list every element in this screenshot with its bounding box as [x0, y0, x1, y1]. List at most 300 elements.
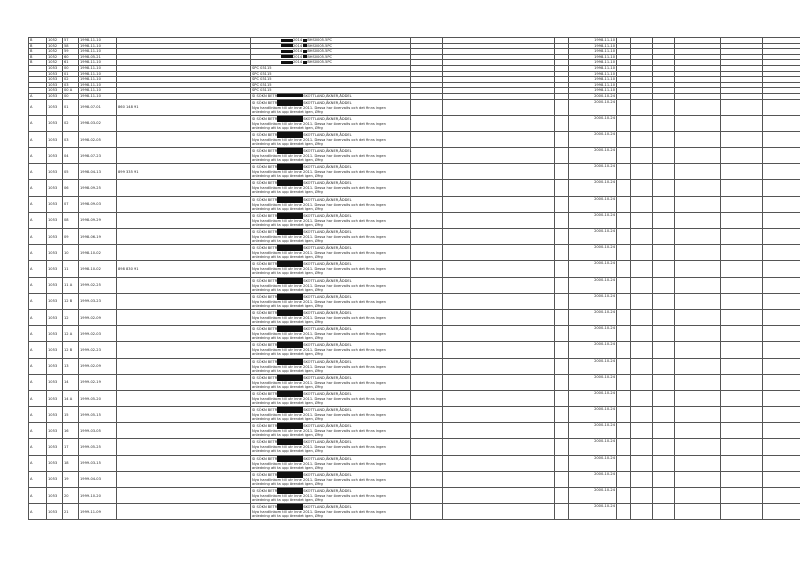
cell-empty [763, 293, 800, 309]
cell-empty [763, 471, 800, 487]
date-value: 1998-11-10 [80, 65, 101, 70]
cell-number [63, 196, 79, 212]
cell-type [29, 196, 47, 212]
cell-empty [411, 439, 443, 455]
series-value: 1053 [48, 477, 58, 482]
cell-empty [443, 99, 555, 115]
number-value: 14 A [64, 396, 73, 401]
number-value: 03 [64, 137, 69, 142]
cell-empty [631, 407, 653, 423]
cell-empty [675, 407, 721, 423]
cell-description [251, 99, 411, 115]
type-value: A [30, 428, 33, 433]
cell-ref [117, 488, 251, 504]
cell-date [79, 229, 117, 245]
number-value: 02 [64, 121, 69, 126]
redaction-bar [277, 472, 303, 478]
cell-empty [617, 277, 631, 293]
desc-prefix: SI SÖKN BETR [252, 391, 278, 396]
cell-ref [117, 471, 251, 487]
cell-description [251, 115, 411, 131]
desc-line-2: Nya handlinkom till utr inne 2011. Dessa har övervaits och det finns ingen [252, 137, 386, 142]
date-value: 1999-03-05 [80, 428, 101, 433]
desc-line-3: anledning att ta upp ärendet igen, Øfrg [252, 498, 323, 503]
table-body [29, 38, 800, 520]
cell-empty [631, 471, 653, 487]
cell-number [63, 407, 79, 423]
date-value: 1999-03-15 [80, 461, 101, 466]
cell-date [79, 261, 117, 277]
decision-date-value: 2000-10-24 [594, 455, 615, 460]
decision-date-value: 1998-11-10 [594, 43, 615, 48]
number-value: 12 B [64, 347, 73, 352]
cell-ref [117, 504, 251, 520]
number-value: 12 [64, 315, 69, 320]
number-value: 12 B [64, 299, 73, 304]
code-value: SPC 03115 [252, 65, 272, 70]
cell-empty [617, 164, 631, 180]
cell-series [47, 326, 63, 342]
cell-empty [675, 358, 721, 374]
desc-prefix: SI SÖKN BETR [252, 93, 278, 98]
cell-description [251, 390, 411, 406]
desc-line-2: Nya handlinkom till utr inne 2011. Dessa har övervaits och det finns ingen [252, 494, 386, 499]
cell-empty [617, 423, 631, 439]
cell-number [63, 358, 79, 374]
type-value: B [30, 60, 33, 65]
cell-empty [555, 439, 569, 455]
cell-date [79, 212, 117, 228]
cell-series [47, 148, 63, 164]
cell-empty [411, 148, 443, 164]
type-value: A [30, 153, 33, 158]
cell-number [63, 488, 79, 504]
cell-empty [653, 277, 675, 293]
desc-line-2: Nya handlinkom till utr inne 2011. Dessa har övervaits och det finns ingen [252, 396, 386, 401]
date-value: 1999-02-23 [80, 347, 101, 352]
cell-description [251, 180, 411, 196]
cell-empty [653, 309, 675, 325]
date-value: 1998-11-10 [80, 60, 101, 65]
cell-empty [631, 229, 653, 245]
cell-empty [617, 488, 631, 504]
type-value: A [30, 169, 33, 174]
cell-empty [411, 293, 443, 309]
cell-empty [555, 423, 569, 439]
cell-series [47, 342, 63, 358]
number-value: 00 A [64, 88, 73, 93]
cell-empty [763, 277, 800, 293]
cell-empty [411, 309, 443, 325]
number-value: 15 [64, 412, 69, 417]
redaction-bar [277, 197, 303, 203]
cell-empty [653, 423, 675, 439]
desc-suffix: SKOTTLAND,ÅKNER,ÅDDEL [303, 489, 352, 494]
redaction-bar [281, 39, 293, 42]
cell-empty [721, 148, 763, 164]
cell-number [63, 504, 79, 520]
decision-date-value: 2000-10-24 [594, 407, 615, 412]
decision-date-value: 2000-10-24 [594, 326, 615, 331]
series-value: 1053 [48, 299, 58, 304]
cell-empty [443, 277, 555, 293]
date-value: 1998-11-10 [80, 93, 101, 98]
cell-empty [555, 309, 569, 325]
ref-value: 860 148 91 [118, 105, 139, 110]
cell-empty [763, 180, 800, 196]
series-value: 1053 [48, 412, 58, 417]
cell-type [29, 277, 47, 293]
cell-empty [653, 488, 675, 504]
cell-series [47, 309, 63, 325]
desc-prefix: SI SÖKN BETR [252, 375, 278, 380]
cell-empty [675, 99, 721, 115]
desc-suffix: SKOTTLAND,ÅKNER,ÅDDEL [303, 327, 352, 332]
desc-suffix: SKOTTLAND,ÅKNER,ÅDDEL [303, 132, 352, 137]
cell-empty [617, 407, 631, 423]
decision-date-value: 2000-10-24 [594, 148, 615, 153]
cell-empty [653, 148, 675, 164]
type-value: B [30, 54, 33, 59]
number-value: 57 [64, 38, 69, 42]
cell-empty [617, 261, 631, 277]
decision-date-value: 1998-11-10 [594, 82, 615, 87]
redaction-bar [277, 100, 303, 106]
cell-empty [443, 164, 555, 180]
date-value: 1999-02-09 [80, 315, 101, 320]
type-value: B [30, 43, 33, 48]
cell-empty [721, 488, 763, 504]
date-value: 1998-04-13 [80, 169, 101, 174]
cell-empty [653, 180, 675, 196]
cell-empty [411, 115, 443, 131]
table-row [29, 196, 800, 212]
cell-decision-date [569, 504, 617, 520]
date-value: 1999-10-20 [80, 493, 101, 498]
cell-description [251, 488, 411, 504]
desc-prefix: SI SÖKN BETR [252, 100, 278, 105]
cell-ref [117, 309, 251, 325]
date-value: 1998-07-01 [80, 105, 101, 110]
cell-empty [411, 488, 443, 504]
table-row [29, 131, 800, 147]
desc-line-3: anledning att ta upp ärendet igen, Øfrg [252, 158, 323, 163]
cell-empty [653, 212, 675, 228]
cell-empty [617, 148, 631, 164]
desc-line-2: Nya handlinkom till utr inne 2011. Dessa har övervaits och det finns ingen [252, 332, 386, 337]
type-value: A [30, 93, 33, 98]
cell-empty [653, 407, 675, 423]
decision-date-value: 2000-10-24 [594, 93, 615, 98]
number-value: 11 A [64, 283, 73, 288]
cell-empty [721, 309, 763, 325]
cell-empty [721, 212, 763, 228]
type-value: A [30, 477, 33, 482]
cell-empty [617, 196, 631, 212]
cell-empty [653, 471, 675, 487]
cell-empty [631, 504, 653, 520]
cell-number [63, 212, 79, 228]
cell-ref [117, 99, 251, 115]
cell-decision-date [569, 212, 617, 228]
cell-ref [117, 148, 251, 164]
cell-empty [675, 180, 721, 196]
number-value: 20 [64, 493, 69, 498]
cell-empty [443, 293, 555, 309]
cell-series [47, 164, 63, 180]
code-value: BHS0005.5PC [307, 49, 333, 54]
type-value: A [30, 250, 33, 255]
table-row [29, 342, 800, 358]
cell-empty [555, 390, 569, 406]
cell-date [79, 148, 117, 164]
date-value: 1998-10-02 [80, 267, 101, 271]
cell-empty [631, 180, 653, 196]
series-value: 1053 [48, 461, 58, 466]
cell-empty [721, 390, 763, 406]
redaction-bar [281, 61, 293, 64]
table-row [29, 180, 800, 196]
cell-empty [721, 229, 763, 245]
decision-date-value: 2000-10-24 [594, 277, 615, 282]
cell-empty [653, 99, 675, 115]
cell-decision-date [569, 358, 617, 374]
number-value: 17 [64, 445, 69, 450]
cell-series [47, 439, 63, 455]
cell-date [79, 358, 117, 374]
desc-line-3: anledning att ta upp ärendet igen, Øfrg [252, 206, 323, 211]
cell-empty [653, 342, 675, 358]
desc-suffix: SKOTTLAND,ÅKNER,ÅDDEL [303, 278, 352, 283]
date-value: 1999-02-25 [80, 283, 101, 288]
cell-date [79, 390, 117, 406]
cell-decision-date [569, 148, 617, 164]
cell-number [63, 245, 79, 261]
cell-date [79, 115, 117, 131]
cell-empty [721, 504, 763, 520]
cell-type [29, 407, 47, 423]
cell-ref [117, 293, 251, 309]
cell-decision-date [569, 439, 617, 455]
cell-decision-date [569, 99, 617, 115]
type-value: A [30, 347, 33, 352]
cell-description [251, 309, 411, 325]
cell-ref [117, 245, 251, 261]
number-value: 07 [64, 202, 69, 207]
desc-suffix: SKOTTLAND,ÅKNER,ÅDDEL [303, 294, 352, 299]
cell-empty [763, 488, 800, 504]
cell-empty [617, 212, 631, 228]
redaction-bar [277, 456, 303, 462]
cell-empty [443, 115, 555, 131]
desc-line-2: Nya handlinkom till utr inne 2011. Dessa har övervaits och det finns ingen [252, 105, 386, 110]
cell-empty [653, 196, 675, 212]
cell-number [63, 99, 79, 115]
desc-line-3: anledning att ta upp ärendet igen, Øfrg [252, 449, 323, 454]
cell-type [29, 245, 47, 261]
cell-empty [411, 374, 443, 390]
cell-empty [763, 212, 800, 228]
series-value: 1053 [48, 347, 58, 352]
desc-line-2: Nya handlinkom till utr inne 2011. Dessa har övervaits och det finns ingen [252, 235, 386, 240]
cell-empty [675, 212, 721, 228]
type-value: A [30, 380, 33, 385]
series-value: 1053 [48, 509, 58, 514]
cell-empty [555, 164, 569, 180]
series-value: 1053 [48, 234, 58, 239]
desc-line-3: anledning att ta upp ärendet igen, Øfrg [252, 384, 323, 389]
cell-empty [721, 180, 763, 196]
desc-suffix: SKOTTLAND,ÅKNER,ÅDDEL [303, 149, 352, 154]
cell-type [29, 504, 47, 520]
desc-line-2: Nya handlinkom till utr inne 2011. Dessa har övervaits och det finns ingen [252, 170, 386, 175]
decision-date-value: 2000-10-24 [594, 131, 615, 136]
desc-line-2: Nya handlinkom till utr inne 2011. Dessa har övervaits och det finns ingen [252, 154, 386, 159]
number-value: 60 [64, 54, 69, 59]
cell-empty [763, 342, 800, 358]
cell-empty [555, 407, 569, 423]
desc-suffix: SKOTTLAND,ÅKNER,ÅDDEL [303, 165, 352, 170]
desc-line-2: Nya handlinkom till utr inne 2011. Dessa har övervaits och det finns ingen [252, 267, 386, 272]
cell-date [79, 196, 117, 212]
cell-ref [117, 131, 251, 147]
cell-empty [411, 326, 443, 342]
cell-description [251, 148, 411, 164]
cell-date [79, 374, 117, 390]
cell-series [47, 115, 63, 131]
cell-empty [411, 212, 443, 228]
desc-line-2: Nya handlinkom till utr inne 2011. Dessa har övervaits och det finns ingen [252, 202, 386, 207]
cell-series [47, 374, 63, 390]
date-value: 1999-02-19 [80, 380, 101, 385]
desc-prefix: SI SÖKN BETR [252, 440, 278, 445]
cell-empty [721, 245, 763, 261]
desc-suffix: SKOTTLAND,ÅKNER,ÅDDEL [303, 391, 352, 396]
cell-empty [653, 374, 675, 390]
number-value: 58 [64, 43, 69, 48]
date-value: 1999-05-15 [80, 412, 101, 417]
cell-empty [763, 423, 800, 439]
cell-empty [763, 358, 800, 374]
desc-line-2: Nya handlinkom till utr inne 2011. Dessa har övervaits och det finns ingen [252, 510, 386, 515]
table-row [29, 212, 800, 228]
cell-empty [675, 309, 721, 325]
series-value: 1053 [48, 169, 58, 174]
date-value: 1998-06-19 [80, 234, 101, 239]
cell-date [79, 423, 117, 439]
series-value: 1053 [48, 364, 58, 369]
number-value: 11 [64, 267, 69, 271]
date-value: 1998-09-29 [80, 218, 101, 223]
desc-prefix: SI SÖKN BETR [252, 489, 278, 494]
series-value: 1052 [48, 38, 58, 42]
decision-date-value: 2000-10-24 [594, 309, 615, 314]
cell-empty [411, 390, 443, 406]
cell-empty [411, 358, 443, 374]
code-value: BHS0005.5PC [307, 43, 333, 48]
table-row [29, 455, 800, 471]
cell-empty [675, 293, 721, 309]
cell-type [29, 326, 47, 342]
desc-prefix: SI SÖKN BETR [252, 230, 278, 235]
cell-empty [555, 261, 569, 277]
cell-number [63, 374, 79, 390]
cell-description [251, 455, 411, 471]
ref-value: 898 830 91 [118, 267, 139, 271]
register-table [28, 37, 800, 520]
decision-date-value: 2000-10-24 [594, 261, 615, 266]
code-value: 2014 [293, 49, 303, 54]
cell-ref [117, 455, 251, 471]
cell-empty [555, 455, 569, 471]
ref-value: 899 335 91 [118, 169, 139, 174]
number-value: 18 [64, 461, 69, 466]
cell-date [79, 342, 117, 358]
cell-empty [631, 261, 653, 277]
desc-suffix: SKOTTLAND,ÅKNER,ÅDDEL [303, 262, 352, 267]
decision-date-value: 2000-10-24 [594, 293, 615, 298]
series-value: 1053 [48, 82, 58, 87]
table-row [29, 293, 800, 309]
cell-empty [555, 131, 569, 147]
cell-empty [443, 196, 555, 212]
cell-type [29, 374, 47, 390]
cell-empty [631, 309, 653, 325]
cell-empty [675, 326, 721, 342]
cell-empty [721, 326, 763, 342]
cell-empty [721, 277, 763, 293]
table-row [29, 390, 800, 406]
cell-empty [443, 358, 555, 374]
cell-empty [443, 504, 555, 520]
cell-empty [411, 196, 443, 212]
series-value: 1053 [48, 186, 58, 191]
type-value: A [30, 234, 33, 239]
series-value: 1053 [48, 202, 58, 207]
date-value: 1998-09-25 [80, 186, 101, 191]
desc-prefix: SI SÖKN BETR [252, 181, 278, 186]
desc-suffix: SKOTTLAND,ÅKNER,ÅDDEL [303, 472, 352, 477]
decision-date-value: 2000-10-24 [594, 164, 615, 169]
cell-empty [555, 115, 569, 131]
redaction-bar [277, 359, 303, 365]
cell-type [29, 180, 47, 196]
series-value: 1053 [48, 331, 58, 336]
desc-prefix: SI SÖKN BETR [252, 116, 278, 121]
desc-suffix: SKOTTLAND,ÅKNER,ÅDDEL [303, 93, 352, 98]
decision-date-value: 1998-11-10 [594, 71, 615, 76]
cell-decision-date [569, 407, 617, 423]
cell-empty [443, 407, 555, 423]
cell-empty [763, 148, 800, 164]
cell-empty [721, 164, 763, 180]
cell-empty [763, 164, 800, 180]
desc-line-2: Nya handlinkom till utr inne 2011. Dessa har övervaits och det finns ingen [252, 380, 386, 385]
cell-empty [411, 455, 443, 471]
cell-empty [675, 504, 721, 520]
series-value: 1053 [48, 218, 58, 223]
decision-date-value: 2000-10-24 [594, 471, 615, 476]
cell-empty [443, 471, 555, 487]
date-value: 1998-07-23 [80, 153, 101, 158]
cell-empty [555, 342, 569, 358]
cell-empty [763, 196, 800, 212]
cell-ref [117, 115, 251, 131]
cell-empty [721, 342, 763, 358]
cell-empty [721, 115, 763, 131]
number-value: 19 [64, 477, 69, 482]
cell-empty [411, 423, 443, 439]
